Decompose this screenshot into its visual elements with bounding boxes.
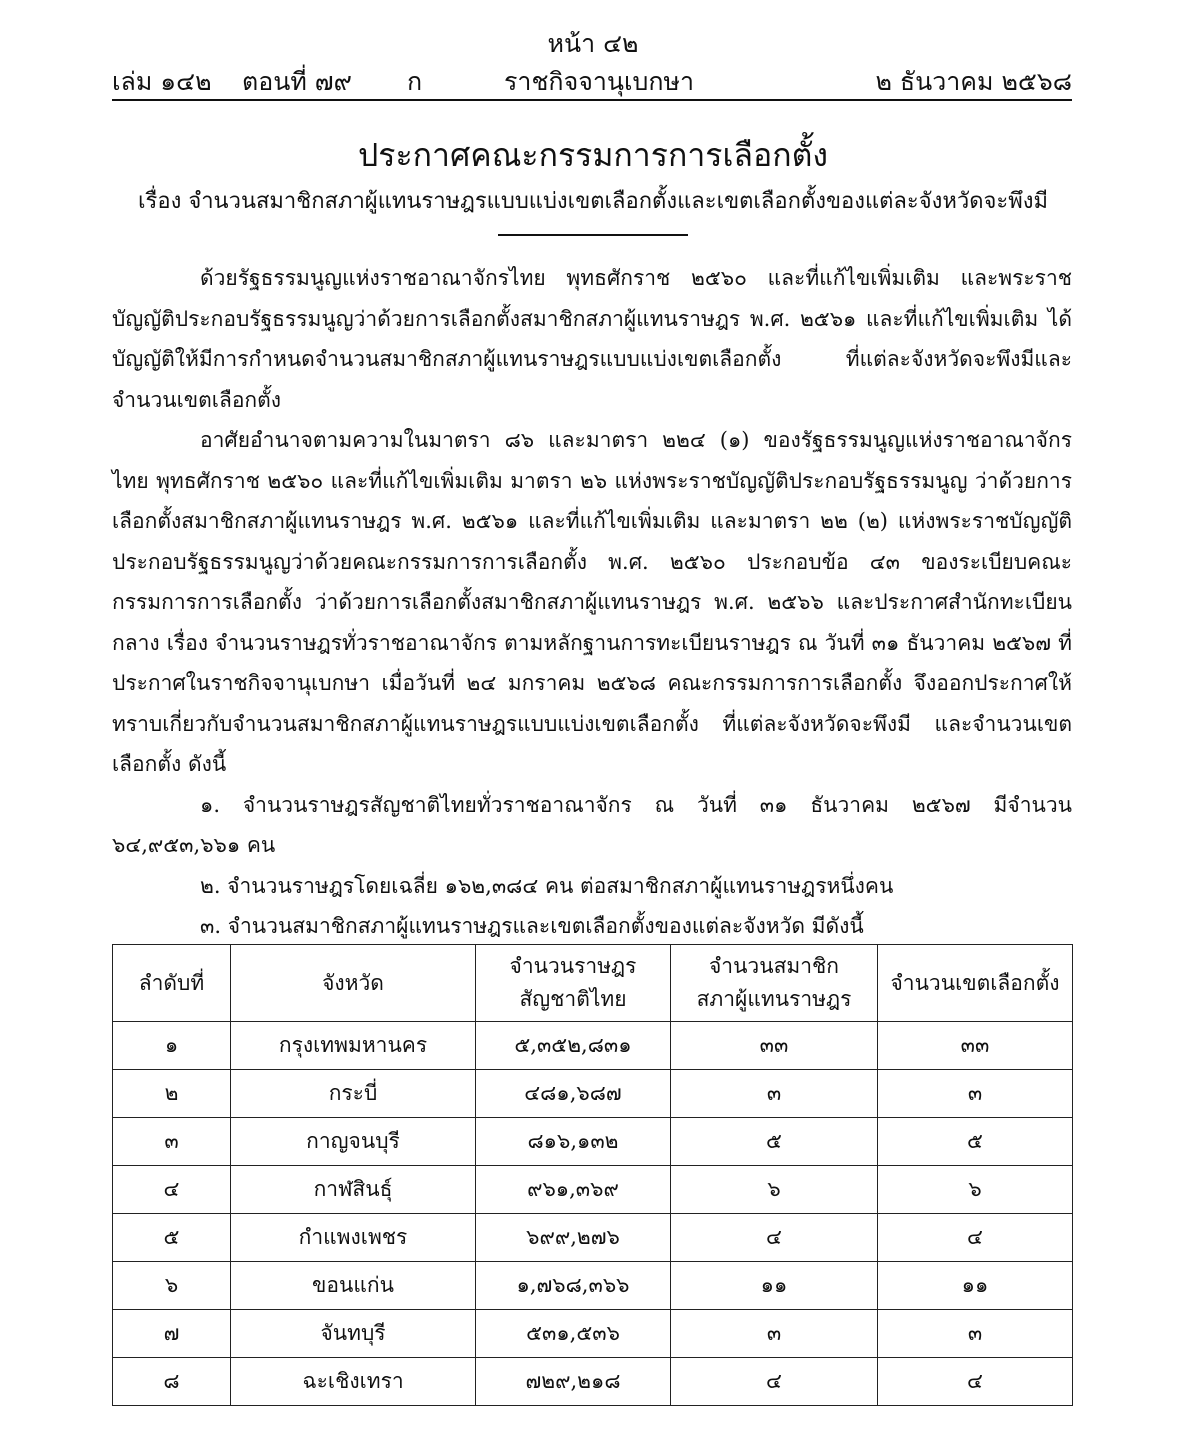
cell-districts: ๓ (878, 1070, 1073, 1118)
cell-population: ๕๓๑,๕๓๖ (476, 1310, 671, 1358)
cell-members: ๓๓ (671, 1022, 878, 1070)
cell-province: กาฬสินธุ์ (231, 1166, 476, 1214)
table-row (113, 1262, 1073, 1310)
cell-order: ๓ (113, 1118, 231, 1166)
title-divider (498, 234, 688, 236)
table-row (113, 1118, 1073, 1166)
gazette-header (112, 62, 1072, 98)
cell-order: ๕ (113, 1214, 231, 1262)
cell-districts: ๖ (878, 1166, 1073, 1214)
document-subject: เรื่อง จำนวนสมาชิกสภาผู้แทนราษฎรแบบแบ่งเขตเลือกตั้งและเขตเลือกตั้งของแต่ละจังหวัดจะพึงมี (138, 189, 1048, 214)
cell-districts: ๓๓ (878, 1022, 1073, 1070)
cell-order: ๒ (113, 1070, 231, 1118)
document-title: ประกาศคณะกรรมการการเลือกตั้ง (357, 136, 829, 174)
cell-province: กระบี่ (231, 1070, 476, 1118)
cell-districts: ๕ (878, 1118, 1073, 1166)
paragraph-item-1: ๑. จำนวนราษฎรสัญชาติไทยทั่วราชอาณาจักร ณ วันที่ ๓๑ ธันวาคม ๒๕๖๗ มีจำนวน ๖๔,๙๕๓,๖๖๑ คน (112, 792, 1072, 857)
cell-population: ๑,๗๖๘,๓๖๖ (476, 1262, 671, 1310)
header-order: ลำดับที่ (113, 945, 231, 1022)
paragraph-authority: อาศัยอำนาจตามความในมาตรา ๘๖ และมาตรา ๒๒๔ (๑) ของรัฐธรรมนูญแห่งราชอาณาจักรไทย พุทธศักราช ๒๕๖๐ และที่แก้ไขเพิ่มเติม มาตรา ๒๖ แห่งพระราชบัญญัติประกอบรัฐธรรมนูญ ว่าด้วยการเลือกตั้งสมาชิกสภาผู้แทนราษฎร พ.ศ. ๒๕๖๑ และที่แก้ไขเพิ่มเติม และมาตรา ๒๒ (๒) แห่งพระราชบัญญัติประกอบรัฐธรรมนูญว่าด้วยคณะกรรมการการเลือกตั้ง พ.ศ. ๒๕๖๐ ประกอบข้อ ๔๓ ของระเบียบคณะกรรมการการเลือกตั้ง ว่าด้วยการเลือกตั้งสมาชิกสภาผู้แทนราษฎร พ.ศ. ๒๕๖๖ และประกาศสำนักทะเบียนกลาง เรื่อง จำนวนราษฎรทั่วราชอาณาจักร ตามหลักฐานการทะเบียนราษฎร ณ วันที่ ๓๑ ธันวาคม ๒๕๖๗ ที่ประกาศในราชกิจจานุเบกษา เมื่อวันที่ ๒๔ มกราคม ๒๕๖๘ คณะกรรมการการเลือกตั้ง จึงออกประกาศให้ทราบเกี่ยวกับจำนวนสมาชิกสภาผู้แทนราษฎรแบบแบ่งเขตเลือกตั้ง ที่แต่ละจังหวัดจะพึงมี และจำนวนเขตเลือกตั้ง ดังนี้ (112, 428, 1072, 776)
document-body (112, 258, 1072, 947)
cell-order: ๖ (113, 1262, 231, 1310)
header-districts: จำนวนเขตเลือกตั้ง (878, 945, 1073, 1022)
table-row (113, 1022, 1073, 1070)
cell-members: ๕ (671, 1118, 878, 1166)
cell-districts: ๑๑ (878, 1262, 1073, 1310)
paragraph-item-2: ๒. จำนวนราษฎรโดยเฉลี่ย ๑๖๒,๓๘๔ คน ต่อสมาชิกสภาผู้แทนราษฎรหนึ่งคน (200, 873, 894, 898)
header-divider (112, 99, 1072, 101)
cell-order: ๘ (113, 1358, 231, 1406)
cell-province: กรุงเทพมหานคร (231, 1022, 476, 1070)
cell-districts: ๔ (878, 1214, 1073, 1262)
cell-province: ขอนแก่น (231, 1262, 476, 1310)
cell-order: ๔ (113, 1166, 231, 1214)
header-population: จำนวนราษฎร สัญชาติไทย (476, 945, 671, 1022)
header-province: จังหวัด (231, 945, 476, 1022)
cell-province: ฉะเชิงเทรา (231, 1358, 476, 1406)
cell-population: ๙๖๑,๓๖๙ (476, 1166, 671, 1214)
table-row (113, 1310, 1073, 1358)
cell-population: ๕,๓๕๒,๘๓๑ (476, 1022, 671, 1070)
section-label: ตอนที่ ๗๙ (242, 67, 352, 96)
cell-members: ๓ (671, 1070, 878, 1118)
cell-province: กาญจนบุรี (231, 1118, 476, 1166)
cell-population: ๗๒๙,๒๑๘ (476, 1358, 671, 1406)
paragraph-preamble: ด้วยรัฐธรรมนูญแห่งราชอาณาจักรไทย พุทธศักราช ๒๕๖๐ และที่แก้ไขเพิ่มเติม และพระราชบัญญัติประกอบรัฐธรรมนูญว่าด้วยการเลือกตั้งสมาชิกสภาผู้แทนราษฎร พ.ศ. ๒๕๖๑ และที่แก้ไขเพิ่มเติม ได้บัญญัติให้มีการกำหนดจำนวนสมาชิกสภาผู้แทนราษฎรแบบแบ่งเขตเลือกตั้ง ที่แต่ละจังหวัดจะพึงมีและจำนวนเขตเลือกตั้ง (112, 266, 1072, 412)
header-members: จำนวนสมาชิก สภาผู้แทนราษฎร (671, 945, 878, 1022)
cell-districts: ๔ (878, 1358, 1073, 1406)
cell-districts: ๓ (878, 1310, 1073, 1358)
cell-members: ๑๑ (671, 1262, 878, 1310)
page-number: หน้า ๔๒ (547, 29, 639, 58)
gazette-name: ราชกิจจานุเบกษา (504, 67, 695, 96)
cell-population: ๔๘๑,๖๘๗ (476, 1070, 671, 1118)
cell-members: ๓ (671, 1310, 878, 1358)
cell-province: จันทบุรี (231, 1310, 476, 1358)
part-label: ก (407, 67, 423, 96)
table-row (113, 1358, 1073, 1406)
cell-order: ๗ (113, 1310, 231, 1358)
table-row (113, 1214, 1073, 1262)
cell-members: ๔ (671, 1214, 878, 1262)
table-header-row (113, 945, 1073, 1022)
cell-order: ๑ (113, 1022, 231, 1070)
cell-population: ๘๑๖,๑๓๒ (476, 1118, 671, 1166)
cell-population: ๖๙๙,๒๗๖ (476, 1214, 671, 1262)
volume-label: เล่ม ๑๔๒ (112, 67, 212, 96)
province-table (112, 944, 1073, 1406)
publication-date: ๒ ธันวาคม ๒๕๖๘ (875, 67, 1072, 96)
table-row (113, 1070, 1073, 1118)
table-row (113, 1166, 1073, 1214)
paragraph-item-3: ๓. จำนวนสมาชิกสภาผู้แทนราษฎรและเขตเลือกตั้งของแต่ละจังหวัด มีดังนี้ (200, 914, 864, 938)
cell-province: กำแพงเพชร (231, 1214, 476, 1262)
cell-members: ๔ (671, 1358, 878, 1406)
cell-members: ๖ (671, 1166, 878, 1214)
